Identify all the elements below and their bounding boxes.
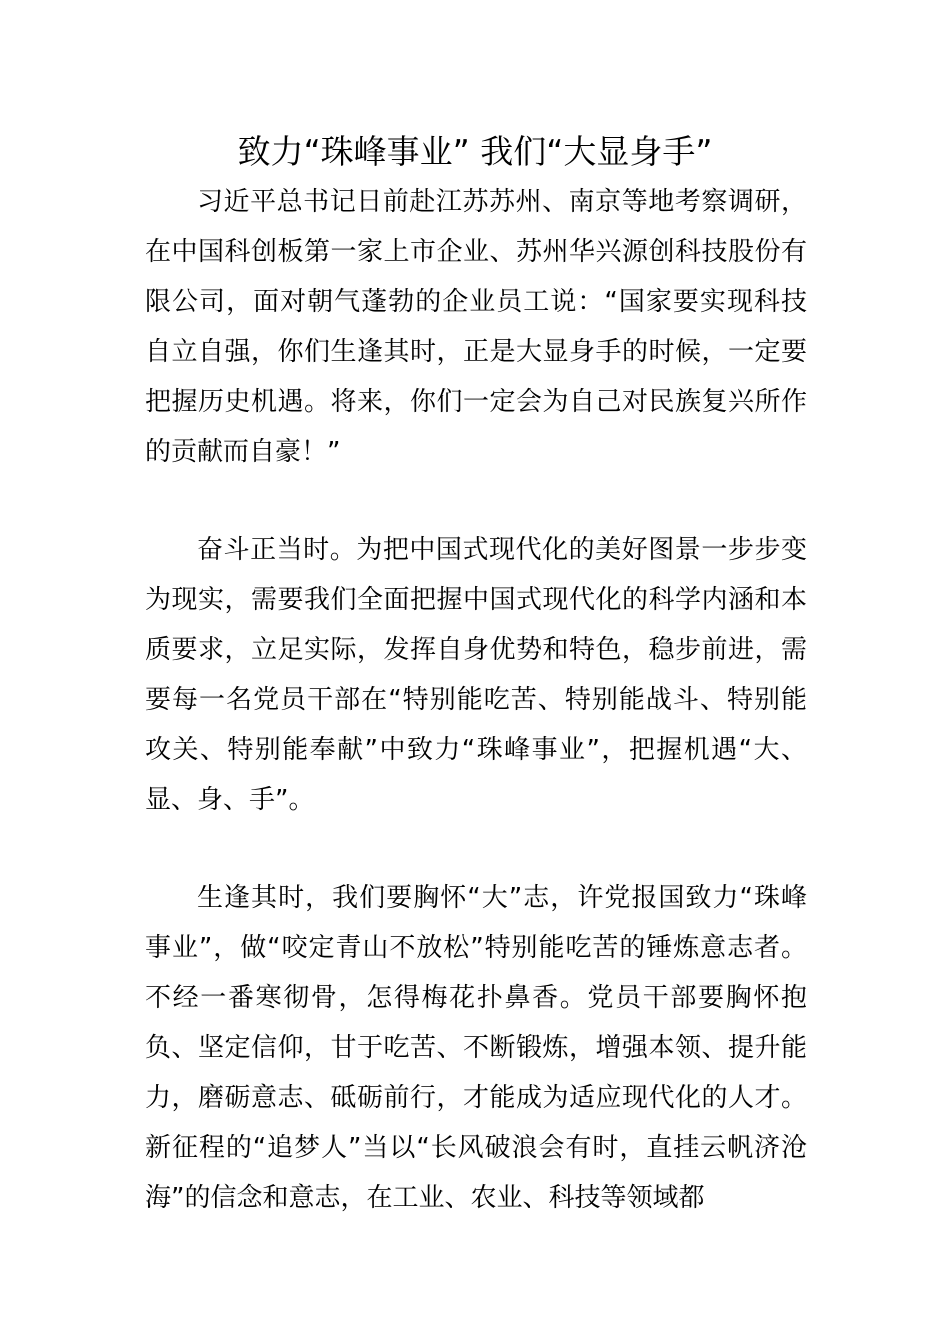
paragraph-1: 习近平总书记日前赴江苏苏州、南京等地考察调研，在中国科创板第一家上市企业、苏州华兴源创科技股份有限公司，面对朝气蓬勃的企业员工说：“国家要实现科技自立自强，你们生逢其时，正是大显身手的时候，一定要把握历史机遇。将来，你们一定会为自己对民族复兴所作的贡献而自豪！”	[145, 187, 807, 467]
paragraph-2: 奋斗正当时。为把中国式现代化的美好图景一步步变为现实，需要我们全面把握中国式现代化的科学内涵和本质要求，立足实际，发挥自身优势和特色，稳步前进，需要每一名党员干部在“特别能吃苦、特别能战斗、特别能攻关、特别能奉献”中致力“珠峰事业”，把握机遇“大、显、身、手”。	[145, 535, 807, 815]
document-title: 致力“珠峰事业” 我们“大显身手”	[237, 132, 713, 171]
paragraph-3: 生逢其时，我们要胸怀“大”志，许党报国致力“珠峰事业”，做“咬定青山不放松”特别能吃苦的锤炼意志者。不经一番寒彻骨，怎得梅花扑鼻香。党员干部要胸怀抱负、坚定信仰，甘于吃苦、不断锻炼，增强本领、提升能力，磨砺意志、砥砺前行，才能成为适应现代化的人才。新征程的“追梦人”当以“长风破浪会有时，直挂云帆济沧海”的信念和意志，在工业、农业、科技等领域都	[145, 883, 807, 1213]
